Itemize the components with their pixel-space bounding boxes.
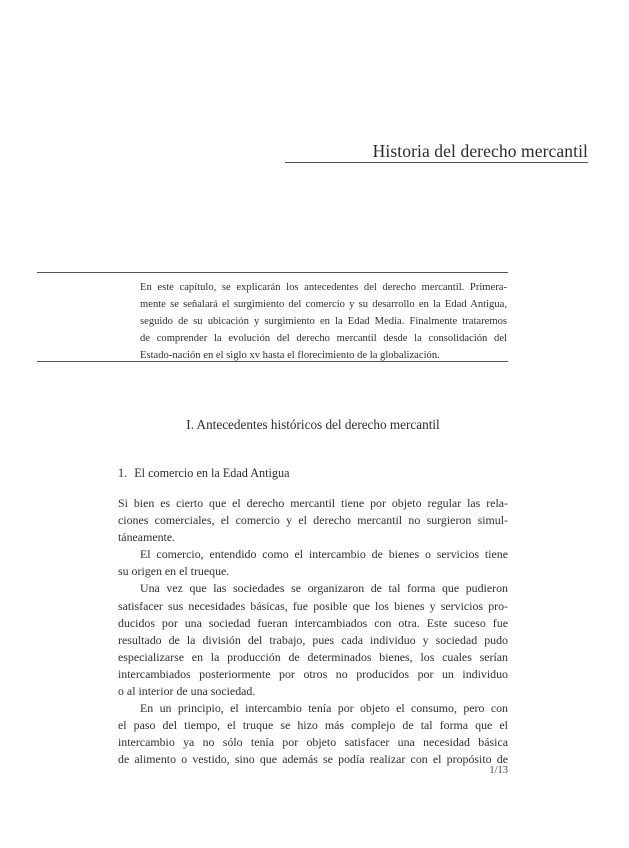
abstract-line: de comprender la evolución del derecho mercantil desde la consolidación del: [140, 333, 507, 344]
title-rule: [285, 162, 588, 163]
section-heading: I. Antecedentes históricos del derecho mercantil: [186, 417, 440, 432]
subsection-number: 1.: [118, 466, 128, 480]
body-line: El comercio, entendido como el intercambio de bienes o servicios tiene: [140, 547, 508, 562]
body-line: En un principio, el intercambio tenía por objeto el consumo, pero con: [140, 701, 508, 716]
body-line: el paso del tiempo, el truque se hizo más complejo de tal forma que el: [118, 718, 508, 733]
body-line: satisfacer sus necesidades básicas, fue posible que los bienes y servicios pro-: [118, 598, 508, 613]
body-line: o al interior de una sociedad.: [118, 684, 256, 699]
abstract-line: seguido de su ubicación y surgimiento en la Edad Media. Finalmente trataremos: [140, 316, 507, 327]
subsection-heading: [118, 466, 290, 481]
body-line: intercambio ya no sólo tenía por objeto satisfacer una necesidad básica: [118, 735, 508, 750]
body-line: de alimento o vestido, sino que además se podía realizar con el propósito de: [118, 752, 508, 767]
abstract-line: En este capítulo, se explicarán los antecedentes del derecho mercantil. Primera-: [140, 282, 507, 293]
subsection-title: El comercio en la Edad Antigua: [134, 466, 290, 480]
body-line: ciones comerciales, el comercio y el derecho mercantil no surgieron simul-: [118, 513, 508, 528]
abstract-bottom-rule: [37, 361, 508, 362]
abstract-line: Estado-nación en el siglo xv hasta el florecimiento de la globalización.: [140, 350, 440, 361]
abstract-line: mente se señalará el surgimiento del comercio y su desarrollo en la Edad Antigua,: [140, 299, 507, 310]
page-number: 1/13: [489, 765, 508, 776]
body-text: [118, 495, 508, 769]
body-line: resultado de la división del trabajo, pues cada individuo y sociedad pudo: [118, 632, 508, 647]
body-line: Si bien es cierto que el derecho mercantil tiene por objeto regular las rela-: [118, 496, 508, 510]
abstract: [140, 279, 507, 364]
body-line: táneamente.: [118, 530, 176, 545]
abstract-top-rule: [37, 272, 508, 273]
chapter-title: Historia del derecho mercantil: [372, 141, 588, 161]
body-line: intercambiados posteriormente por otros no producidos por un individuo: [118, 666, 508, 681]
body-line: ducidos por una sociedad fueran intercambiados con otra. Este suceso fue: [118, 615, 508, 630]
body-line: especializarse en la producción de determinados bienes, los cuales serían: [118, 649, 508, 664]
body-line: Una vez que las sociedades se organizaron de tal forma que pudieron: [140, 581, 508, 596]
body-line: su origen en el trueque.: [118, 564, 230, 579]
